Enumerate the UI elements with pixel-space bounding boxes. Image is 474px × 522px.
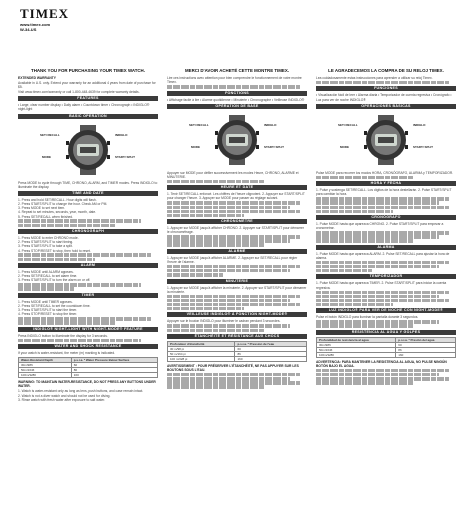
text-filler: [316, 295, 439, 298]
section-header-indiglo: VEILLEUSE INDIGLO® À FONCTION NIGHT-MODE®: [167, 312, 307, 317]
text-filler: [167, 210, 300, 213]
table-header-cell: p.s.i.a. * Pression de l'eau: [235, 341, 307, 346]
table-cell: 30 m/98 pi: [168, 346, 235, 351]
section-header-alarm: ALARMA: [316, 245, 456, 250]
list-item: 1. Watch is water-resistant only as long as lens, push buttons, and case remain intact.: [18, 389, 144, 394]
table-cell: 160: [396, 352, 456, 357]
section-header-indiglo: LUZ INDIGLO® PARA VER DE NOCHE CON NIGHT-MODE®: [316, 308, 456, 313]
text-filler: [316, 210, 393, 213]
list-item: 4. Press STOP/RESET to stop, then hold to reset.: [18, 248, 91, 253]
table-row: [317, 352, 456, 357]
text-filler: [316, 303, 393, 306]
modes-text: Pulse MODE para recorrer los modos HORA, CRONÓGRAFO, ALARMA y TEMPORIZADOR.: [316, 170, 454, 175]
text-filler: [167, 377, 290, 380]
timer-text: 1. Appuyer sur MODE jusqu'à afficher la minuterie. 2. Appuyer sur START/SPLIT pour démarrer la minuterie.: [167, 285, 307, 294]
section-header-time: TIME AND DATE: [18, 191, 158, 196]
text-filler: [316, 261, 449, 264]
alarm-text: 1. Appuyer sur MODE jusqu'à afficher ALARME. 2. Appuyer sur SET/RECALL pour régler l'heure de l'alarme.: [167, 255, 298, 264]
document-header: [20, 6, 140, 32]
table-header-cell: p.s.i.a. * Presión del agua: [396, 337, 456, 342]
button-label-setrecall: SET/ RECALL: [189, 122, 209, 127]
button-label-indiglo: INDIGLO: [115, 132, 128, 137]
section-header-features: FEATURES: [18, 96, 158, 101]
chrono-text: 1. Appuyer sur MODE jusqu'à afficher CHRONO. 2. Appuyer sur START/SPLIT pour démarrer le chronométrage.: [167, 226, 304, 235]
text-filler: [167, 269, 290, 272]
table-cell: 50m/164ft: [19, 368, 72, 373]
warranty-text: Available in U.S. only. Extend your warranty for an additional 4 years from date of purchase for $5.: [18, 81, 156, 90]
button-label-setrecall: SET/ RECALL: [338, 122, 358, 127]
button-label-setrecall: SET/ RECALL: [40, 132, 60, 137]
text-filler: [167, 239, 290, 242]
table-cell: 60: [396, 342, 456, 347]
list-item: 1. Press MODE until ALARM appears.: [18, 269, 74, 274]
list-item: 4. Press STOP/RESET to stop the timer.: [18, 312, 78, 317]
text-filler: [316, 324, 414, 327]
section-header-features: FUNCIONES: [316, 86, 456, 91]
table-cell: 50m/164ft: [317, 347, 396, 352]
button-label-startsplit: START/ SPLIT: [115, 154, 135, 159]
list-item: 1. Press MODE until TIMER appears.: [18, 299, 73, 304]
watch-illustration: [361, 115, 411, 165]
button-label-mode: MODE: [42, 154, 51, 159]
table-cell: 160: [71, 373, 157, 378]
watch-diagram: [167, 111, 307, 169]
text-filler: [316, 320, 439, 323]
website-url: www.timex.com: [20, 22, 51, 27]
table-cell: 30m/98ft: [317, 342, 396, 347]
section-header-timer: TIMER: [18, 293, 158, 298]
text-filler: [18, 321, 116, 324]
list-item: 3. Press START/SPLIT to take a split.: [18, 244, 73, 249]
text-filler: [316, 369, 449, 372]
table-header-cell: Profundidad de resistencia al agua: [317, 337, 396, 342]
list-item: 3. Press START/SPLIT to start the timer.: [18, 308, 77, 313]
text-filler: [316, 197, 449, 200]
table-header-cell: Water-Resistant Depth: [19, 358, 72, 363]
list-item: 2. Press SET/RECALL to set the countdown time.: [18, 303, 91, 308]
list-item: 1. Press MODE to enter CHRONO mode.: [18, 235, 79, 240]
list-item: 2. Press START/SPLIT to start timing.: [18, 240, 74, 245]
section-header-chrono: CHRONOMÈTRE: [167, 219, 307, 224]
table-cell: 60: [71, 363, 157, 368]
text-filler: [316, 206, 449, 209]
text-filler: [18, 283, 141, 286]
table-cell: 86: [71, 368, 157, 373]
water-warning: AVERTISSEMENT : POUR PRÉSERVER L'ÉTANCHÉITÉ, NE PAS APPUYER SUR LES BOUTONS SOUS L'EAU.: [167, 363, 299, 372]
section-header-timer: TEMPORIZADOR: [316, 274, 456, 279]
watch-illustration: [63, 125, 113, 175]
text-filler: [167, 243, 265, 246]
warranty-heading: EXTENDED WARRANTY: [18, 76, 56, 80]
timex-logo: TIMEX: [20, 6, 70, 21]
list-item: 3. Press START/SPLIT to turn the alarm on or off.: [18, 278, 91, 283]
text-filler: [316, 231, 449, 234]
indiglo-text: Pulse el botón INDIGLO para iluminar la pantalla durante 3 segundos.: [316, 315, 419, 320]
list-item: 2. Watch is not a diver watch and should not be used for diving.: [18, 393, 111, 398]
text-filler: [167, 373, 300, 376]
text-filler: [316, 291, 449, 294]
modes-text: Press MODE to cycle through TIME, CHRONO, ALARM, and TIMER modes. Press INDIGLO to illuminate the display.: [18, 180, 158, 189]
section-header-water: RESISTENCIA AL AGUA Y GOLPES: [316, 330, 456, 335]
model-number: W-34-US: [20, 27, 37, 32]
column-title: THANK YOU FOR PURCHASING YOUR TIMEX WATCH.: [31, 68, 145, 73]
text-filler: [316, 201, 439, 204]
watch-diagram: [18, 121, 158, 179]
section-header-water: WATER AND SHOCK RESISTANCE: [18, 344, 158, 349]
list-item: 5. Press SET/RECALL when finished.: [18, 214, 74, 219]
text-filler: [18, 339, 141, 342]
list-item: 2. Press SET/RECALL to set alarm time.: [18, 274, 78, 279]
text-filler: [316, 176, 414, 179]
text-filler: [18, 224, 116, 227]
text-filler: [167, 307, 244, 310]
text-filler: [167, 329, 265, 332]
timer-text: 1. Pulse MODE hasta que aparezca TIMER. 2. Pulse START/SPLIT para iniciar la cuenta regresiva.: [316, 281, 447, 290]
text-filler: [18, 317, 151, 320]
text-filler: [316, 81, 449, 84]
table-cell: 30m/98ft: [19, 363, 72, 368]
water-table: [316, 337, 456, 358]
text-filler: [167, 265, 300, 268]
text-filler: [18, 287, 74, 290]
section-header-alarm: ALARME: [167, 249, 307, 254]
text-filler: [167, 303, 300, 306]
section-header-timer: MINUTERIE: [167, 279, 307, 284]
list-item: 3. Press MODE to set next item.: [18, 206, 66, 211]
section-header-basic-operation: OPÉRATION DE BASE: [167, 104, 307, 109]
button-label-startsplit: START/ SPLIT: [413, 144, 433, 149]
section-header-time: HORA Y FECHA: [316, 181, 456, 186]
table-cell: 86: [235, 351, 307, 356]
watch-illustration: [212, 115, 262, 165]
text-filler: [316, 299, 449, 302]
text-filler: [18, 253, 151, 256]
table-cell: 50 m/164 pi: [168, 351, 235, 356]
alarm-text: 1. Pulse MODE hasta que aparezca ALARM. 2. Pulse SET/RECALL para ajustar la hora de alarma.: [316, 251, 450, 260]
text-filler: [167, 85, 300, 88]
button-label-mode: MODE: [340, 144, 349, 149]
list-item: 1. Press and hold SET/RECALL. Hour digits will flash.: [18, 197, 97, 202]
text-filler: [316, 377, 449, 380]
warranty-contact: Visit www.timex.com/warranty or call 1-800-448-4639 for complete warranty details.: [18, 90, 140, 95]
section-header-alarm: ALARM: [18, 263, 158, 268]
text-filler: [316, 269, 372, 272]
water-warning: WARNING: TO MAINTAIN WATER-RESISTANCE, DO NOT PRESS ANY BUTTONS UNDER WATER.: [18, 380, 156, 389]
text-filler: [316, 239, 414, 242]
text-filler: [167, 201, 300, 204]
text-filler: [167, 214, 244, 217]
table-cell: 86: [396, 347, 456, 352]
time-text: 1. Pulse y sostenga SET/RECALL. Los dígitos de la hora destellarán. 2. Pulse START/SPLIT para cambiar la hora.: [316, 188, 452, 197]
chrono-text: 1. Pulse MODE hasta que aparezca CHRONO. 2. Pulse START/SPLIT para empezar a cronometrar.: [316, 221, 444, 231]
list-item: 2. Press START/SPLIT to change the hour. Check AM or PM.: [18, 201, 108, 206]
table-row: [168, 356, 307, 361]
section-header-features: FONCTIONS: [167, 91, 307, 96]
text-filler: [316, 373, 439, 376]
button-label-mode: MODE: [191, 144, 200, 149]
intro-text: Lea cuidadosamente estas instrucciones para aprender a utilizar su reloj Timex.: [316, 76, 433, 80]
text-filler: [167, 385, 265, 388]
button-label-indiglo: INDIGLO: [413, 122, 426, 127]
indiglo-text: Press INDIGLO button to illuminate the display for 3 seconds.: [18, 333, 108, 338]
text-filler: [18, 258, 95, 261]
text-filler: [167, 295, 300, 298]
list-item: 4. Repeat to set minutes, seconds, year, month, date.: [18, 210, 97, 215]
watch-diagram: [316, 111, 456, 169]
text-filler: [167, 381, 300, 384]
section-header-indiglo: INDIGLO® NIGHT-LIGHT WITH NIGHT-MODE® FEATURE: [18, 327, 158, 332]
text-filler: [167, 206, 290, 209]
table-cell: 60: [235, 346, 307, 351]
text-filler: [167, 235, 300, 238]
text-filler: [167, 299, 290, 302]
text-filler: [18, 219, 141, 222]
section-header-chrono: CHRONOGRAPH: [18, 229, 158, 234]
text-filler: [167, 180, 265, 183]
table-cell: 100 m/328 pi: [168, 356, 235, 361]
indiglo-text: Appuyer sur le bouton INDIGLO pour illuminer le cadran pendant 3 secondes.: [167, 319, 281, 324]
table-header-cell: p.s.i.a. * Water Pressure Below Surface: [71, 358, 157, 363]
column-title: LE AGRADECEMOS LA COMPRA DE SU RELOJ TIMEX.: [328, 68, 444, 73]
water-warning: ADVERTENCIA: PARA MANTENER LA RESISTENCIA AL AGUA, NO PULSE NINGÚN BOTÓN BAJO EL AGUA.: [316, 359, 447, 368]
spanish-column: [316, 68, 456, 514]
water-intro: If your watch is water-resistant, the meter (m) marking is indicated.: [18, 351, 116, 356]
table-cell: 100m/328ft: [317, 352, 396, 357]
english-column: [18, 68, 158, 514]
text-filler: [316, 381, 414, 384]
button-label-indiglo: INDIGLO: [264, 122, 277, 127]
list-item: 3. Rinse watch with fresh water after exposure to salt water.: [18, 397, 106, 402]
features-text: • Affichage facile à lire • Alarme quotidienne • Minuterie • Chronographe • Veilleuse INDIGLO®: [167, 97, 305, 102]
text-filler: [167, 273, 223, 276]
section-header-basic-operation: OPERACIONES BÁSICAS: [316, 104, 456, 109]
features-text: • Large, clear number display • Daily alarm • Countdown timer • Chronograph • INDIGLO® night-light: [18, 103, 150, 112]
section-header-basic-operation: BASIC OPERATION: [18, 114, 158, 119]
text-filler: [316, 235, 439, 238]
modes-text: Appuyer sur MODE pour défiler successivement les modes Heure, CHRONO, ALARME et MINUTERIE.: [167, 170, 299, 179]
section-header-chrono: CRONÓGRAFO: [316, 215, 456, 220]
section-header-time: HEURE ET DATE: [167, 185, 307, 190]
table-header-cell: Profondeur d'étanchéité: [168, 341, 235, 346]
column-title: MERCI D'AVOIR ACHETÉ CETTE MONTRE TIMEX.: [185, 68, 289, 73]
features-text: • Visualización fácil de leer • Alarma diaria • Temporizador de cuenta regresiva • Cronógrafo • Luz para ver de noche INDIGLO®: [316, 93, 452, 102]
time-text: 1. Tenir SET/RECALL enfoncé. Les chiffres de l'heure clignotent. 2. Appuyer sur START/SPLIT pour changer l'heure. 3. Appuyer sur MODE pour passer au réglage suivant.: [167, 192, 305, 201]
text-filler: [167, 324, 290, 327]
french-column: [167, 68, 307, 514]
button-label-startsplit: START/ SPLIT: [264, 144, 284, 149]
table-cell: 100m/328ft: [19, 373, 72, 378]
text-filler: [316, 265, 439, 268]
table-row: [19, 373, 158, 378]
water-table: [18, 357, 158, 378]
section-header-water: ÉTANCHÉITÉ ET RÉSISTANCE AUX CHOCS: [167, 334, 307, 339]
intro-text: Lire ces instructions avec attention pour bien comprendre le fonctionnement de votre montre Timex.: [167, 76, 302, 85]
table-cell: 160: [235, 356, 307, 361]
water-table: [167, 341, 307, 362]
